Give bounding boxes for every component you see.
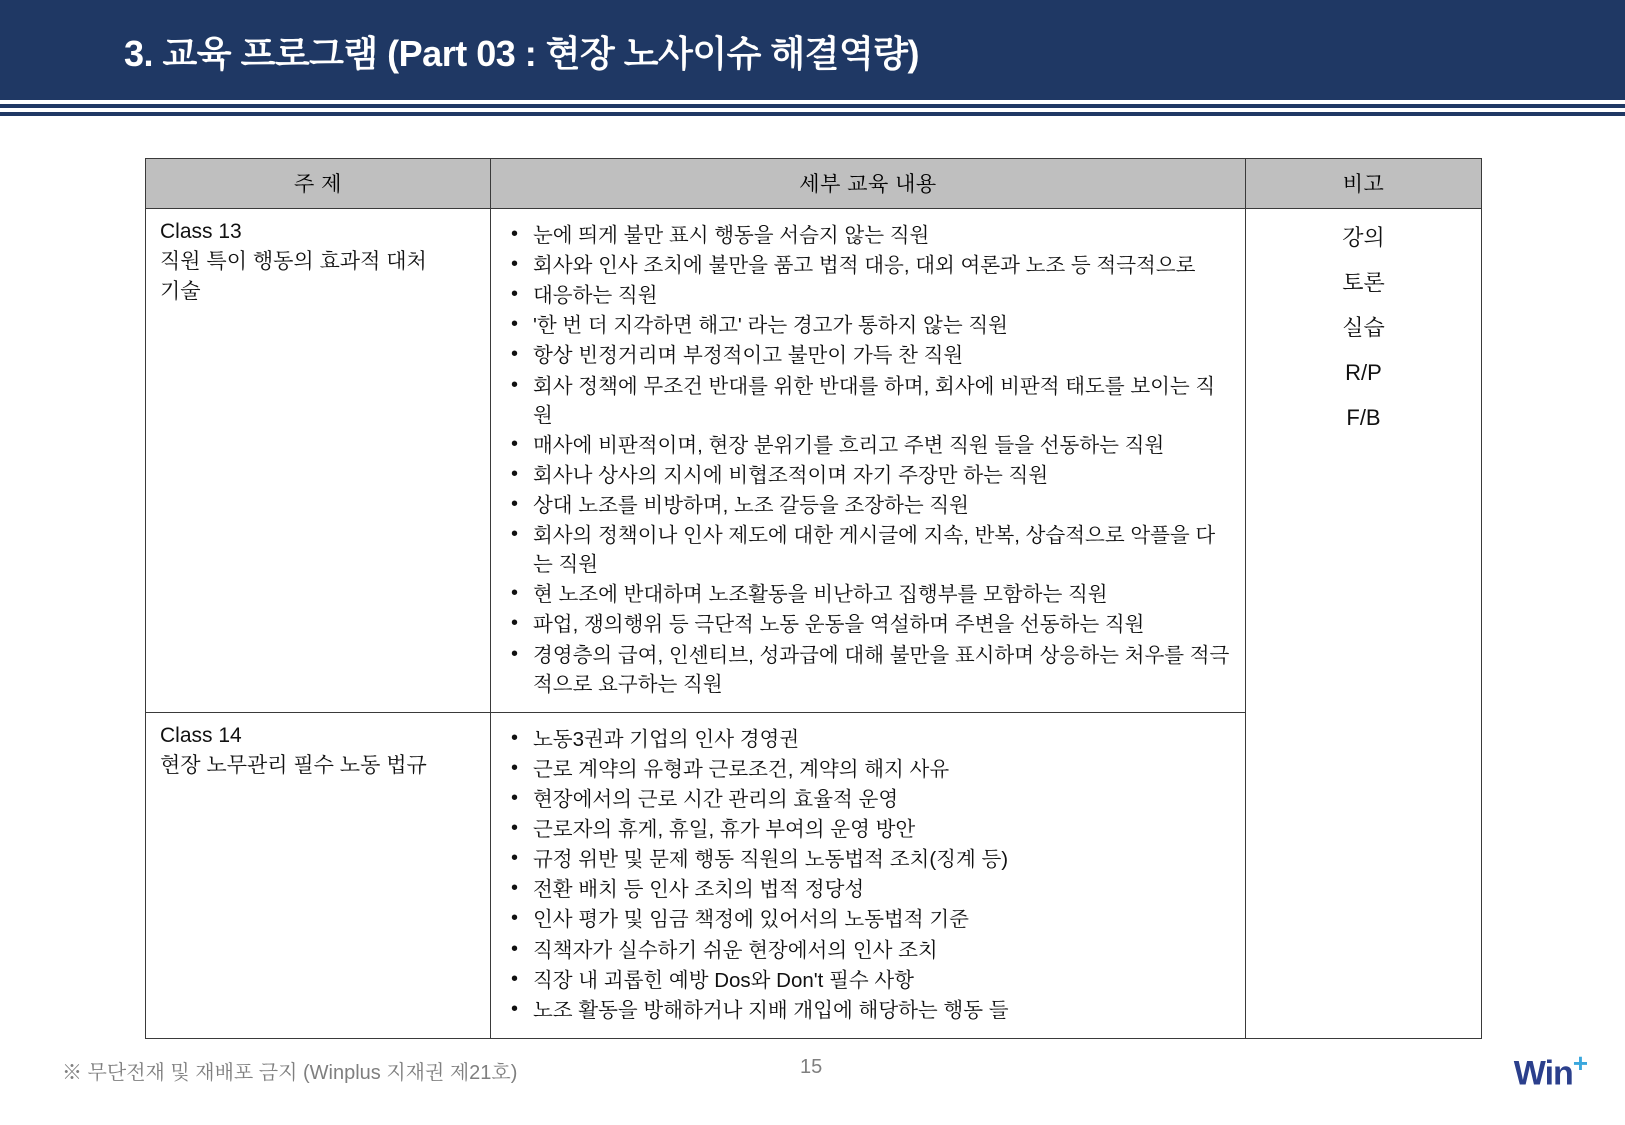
list-item: • 현장에서의 근로 시간 관리의 효율적 운영 xyxy=(499,785,1235,814)
remark-cell xyxy=(1246,209,1482,1039)
topic-line: Class 13 xyxy=(160,220,242,243)
list-item: • 경영층의 급여, 인센티브, 성과급에 대해 불만을 표시하며 상응하는 처우를 적극적으로 요구하는 직원 xyxy=(499,641,1235,699)
table-header-row xyxy=(146,159,1482,209)
program-table-container xyxy=(145,158,1481,1039)
detail-list xyxy=(499,221,1235,699)
remark-line: R/P xyxy=(1345,360,1382,386)
table-row xyxy=(146,209,1482,713)
topic-line: Class 14 xyxy=(160,723,242,747)
logo-plus: + xyxy=(1572,1048,1587,1078)
topic-line: 기술 xyxy=(160,279,201,303)
list-item: • 회사와 인사 조치에 불만을 품고 법적 대응, 대외 여론과 노조 등 적극적으로 xyxy=(499,251,1235,280)
list-item: • 근로자의 휴게, 휴일, 휴가 부여의 운영 방안 xyxy=(499,815,1235,844)
program-table xyxy=(145,158,1482,1039)
list-item: • 매사에 비판적이며, 현장 분위기를 흐리고 주변 직원 들을 선동하는 직원 xyxy=(499,431,1235,460)
list-item: • '한 번 더 지각하면 해고' 라는 경고가 통하지 않는 직원 xyxy=(499,311,1235,340)
remark-line: 토론 xyxy=(1342,270,1385,296)
detail-list xyxy=(499,725,1235,1025)
header-divider-inner xyxy=(0,108,1625,112)
column-header-detail: 세부 교육 내용 xyxy=(491,159,1246,209)
list-item: • 눈에 띄게 불만 표시 행동을 서슴지 않는 직원 xyxy=(499,221,1235,250)
column-header-topic: 주 제 xyxy=(146,159,491,209)
list-item: • 상대 노조를 비방하며, 노조 갈등을 조장하는 직원 xyxy=(499,491,1235,520)
list-item: • 근로 계약의 유형과 근로조건, 계약의 해지 사유 xyxy=(499,755,1235,784)
list-item: • 파업, 쟁의행위 등 극단적 노동 운동을 역설하며 주변을 선동하는 직원 xyxy=(499,610,1235,639)
winplus-logo xyxy=(1514,1048,1587,1093)
column-header-remark: 비고 xyxy=(1246,159,1482,209)
topic-cell-class-13 xyxy=(146,209,491,713)
list-item: • 회사나 상사의 지시에 비협조적이며 자기 주장만 하는 직원 xyxy=(499,461,1235,490)
list-item: • 직책자가 실수하기 쉬운 현장에서의 인사 조치 xyxy=(499,936,1235,965)
topic-cell-class-14 xyxy=(146,712,491,1038)
list-item: • 인사 평가 및 임금 책정에 있어서의 노동법적 기준 xyxy=(499,905,1235,934)
topic-line: 현장 노무관리 필수 노동 법규 xyxy=(160,753,427,777)
list-item: • 항상 빈정거리며 부정적이고 불만이 가득 찬 직원 xyxy=(499,341,1235,370)
logo-text: Win xyxy=(1513,1054,1573,1093)
list-item: • 규정 위반 및 문제 행동 직원의 노동법적 조치(징계 등) xyxy=(499,845,1235,874)
list-item: • 전환 배치 등 인사 조치의 법적 정당성 xyxy=(499,875,1235,904)
list-item: • 직장 내 괴롭힌 예방 Dos와 Don't 필수 사항 xyxy=(499,966,1235,995)
topic-line: 직원 특이 행동의 효과적 대처 xyxy=(160,249,427,273)
list-item: • 노동3권과 기업의 인사 경영권 xyxy=(499,725,1235,754)
detail-cell-class-14 xyxy=(491,712,1246,1038)
page-number: 15 xyxy=(800,1056,823,1078)
remark-line: 강의 xyxy=(1342,225,1385,250)
list-item: • 현 노조에 반대하며 노조활동을 비난하고 집행부를 모함하는 직원 xyxy=(499,580,1235,609)
detail-cell-class-13 xyxy=(491,209,1246,713)
list-item: • 회사의 정책이나 인사 제도에 대한 게시글에 지속, 반복, 상습적으로 악플을 다는 직원 xyxy=(499,521,1235,579)
remark-line: F/B xyxy=(1346,405,1381,431)
copyright-note: ※ 무단전재 및 재배포 금지 (Winplus 지재권 제21호) xyxy=(62,1062,518,1084)
list-item: • 노조 활동을 방해하거나 지배 개입에 해당하는 행동 들 xyxy=(499,996,1235,1025)
remark-line: 실습 xyxy=(1342,315,1385,341)
list-item-continuation: • 대응하는 직원 xyxy=(499,281,1235,310)
list-item: • 회사 정책에 무조건 반대를 위한 반대를 하며, 회사에 비판적 태도를 보이는 직원 xyxy=(499,372,1235,430)
page-title: 3. 교육 프로그램 (Part 03 : 현장 노사이슈 해결역량) xyxy=(124,33,919,74)
